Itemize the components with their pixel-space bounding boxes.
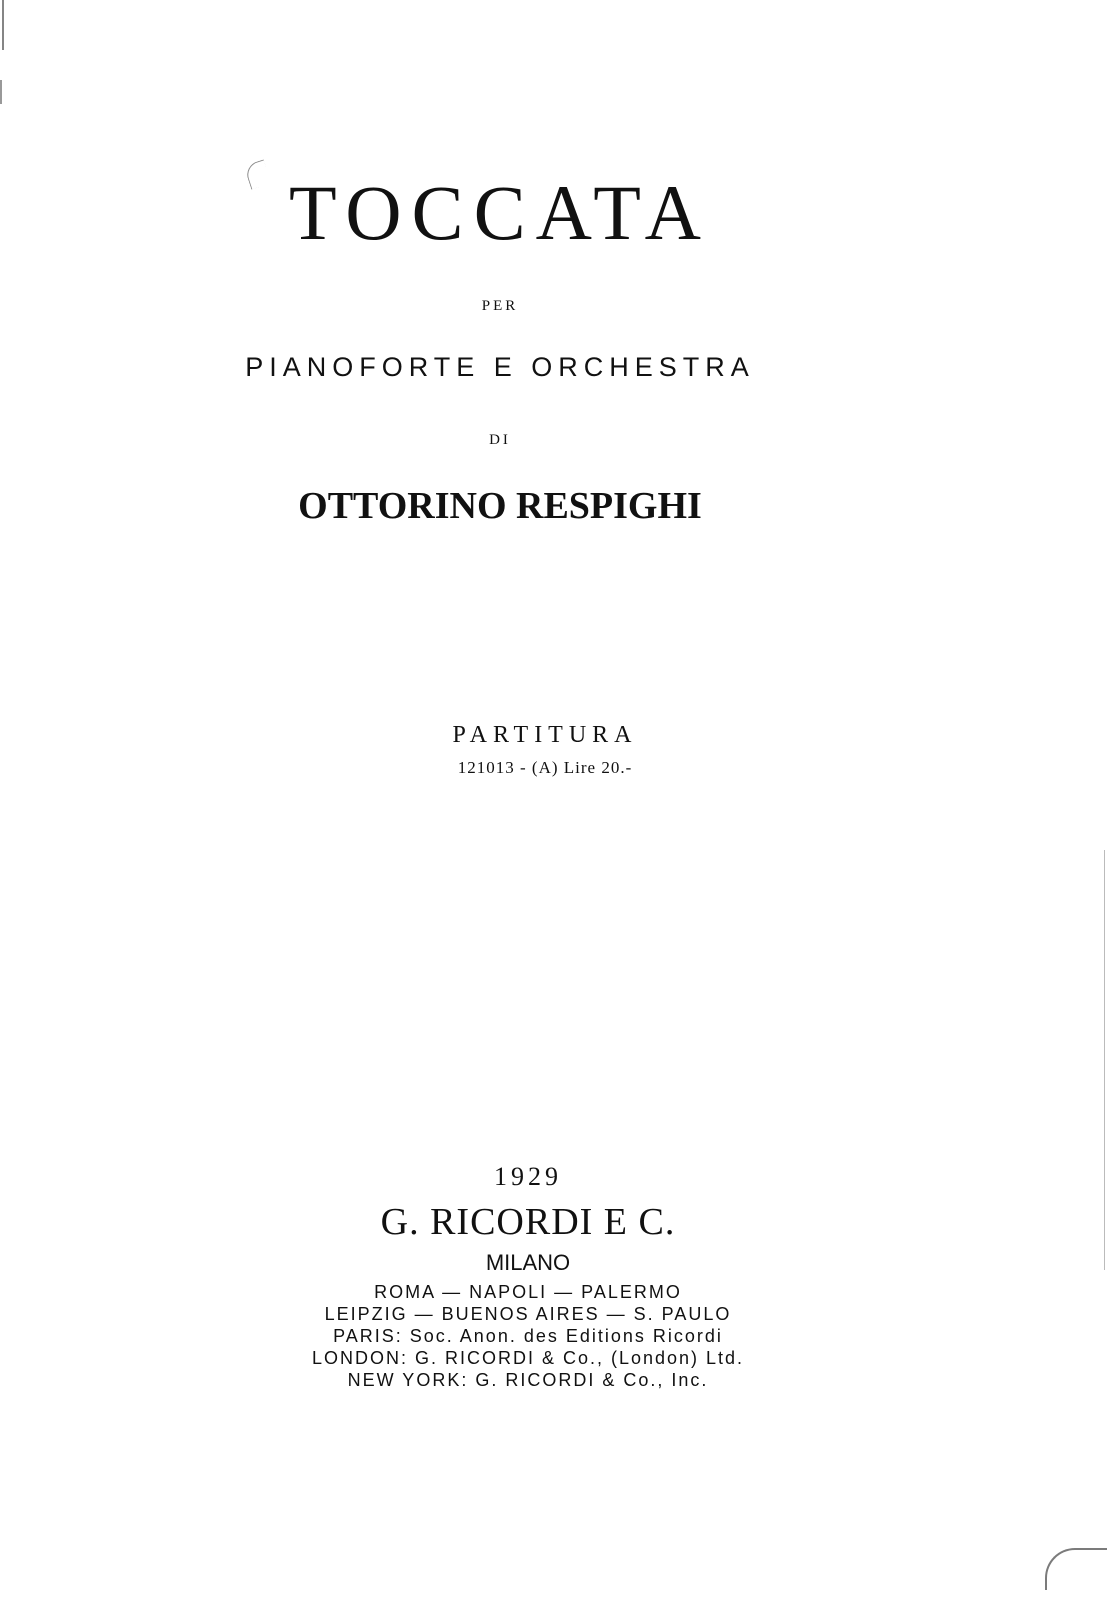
publisher-city: MILANO — [485, 1250, 571, 1275]
scan-artifact-mark — [0, 80, 2, 104]
edition-type: PARTITURA — [452, 722, 638, 748]
title: TOCCATA — [288, 169, 712, 256]
branch-line: PARIS: Soc. Anon. des Editions Ricordi — [333, 1326, 723, 1346]
composer-name: OTTORINO RESPIGHI — [298, 485, 702, 527]
di-label: DI — [489, 432, 511, 448]
branch-line: NEW YORK: G. RICORDI & Co., Inc. — [347, 1370, 709, 1390]
scan-artifact-edge — [1104, 850, 1105, 1270]
catalog-number-price: 121013 - (A) Lire 20.- — [457, 758, 633, 777]
page-corner-curl — [1045, 1548, 1107, 1590]
instrumentation: PIANOFORTE E ORCHESTRA — [245, 352, 755, 382]
per-label: PER — [481, 298, 519, 314]
branch-line: LEIPZIG — BUENOS AIRES — S. PAULO — [324, 1304, 732, 1324]
branch-line: ROMA — NAPOLI — PALERMO — [374, 1282, 682, 1302]
branch-line: LONDON: G. RICORDI & Co., (London) Ltd. — [311, 1348, 745, 1368]
publisher-name: G. RICORDI E C. — [380, 1201, 676, 1243]
publication-year: 1929 — [494, 1162, 562, 1191]
scan-artifact-mark — [2, 0, 4, 50]
